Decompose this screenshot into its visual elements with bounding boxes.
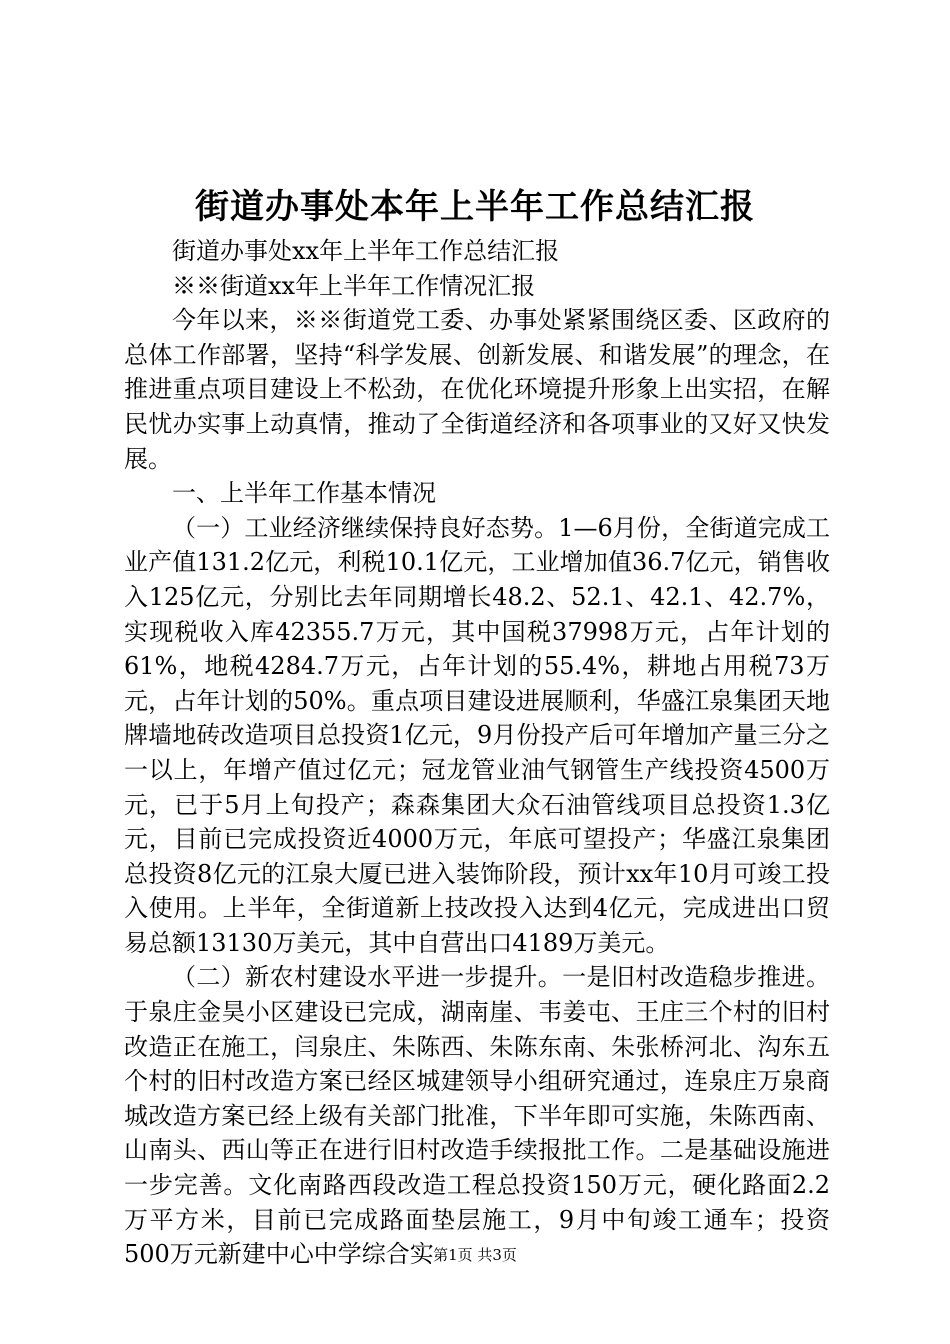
document-title: 街道办事处本年上半年工作总结汇报 bbox=[195, 187, 755, 227]
document-body bbox=[124, 234, 830, 1272]
paragraph-rural: （二）新农村建设水平进一步提升。一是旧村改造稳步推进。于泉庄金昊小区建设已完成，湖南崖、韦姜屯、王庄三个村的旧村改造正在施工，闫泉庄、朱陈西、朱陈东南、朱张桥河北、沟东五个村的旧村改造方案已经区城建领导小组研究通过，连泉庄万泉商城改造方案已经上级有关部门批准，下半年即可实施，朱陈西南、山南头、西山等正在进行旧村改造手续报批工作。二是基础设施进一步完善。文化南路西段改造工程总投资150万元，硬化路面2.2万平方米，目前已完成路面垫层施工，9月中旬竣工通车；投资500万元新建中心中学综合实 bbox=[124, 963, 830, 1269]
page-footer: 第1页 共3页 bbox=[433, 1246, 517, 1264]
section-heading-1: 一、上半年工作基本情况 bbox=[172, 479, 436, 508]
paragraph-industry: （一）工业经济继续保持良好态势。1—6月份，全街道完成工业产值131.2亿元，利税10.1亿元，工业增加值36.7亿元，销售收入125亿元，分别比去年同期增长48.2、52.1、42.1、42.7%，实现税收入库42355.7万元，其中国税37998万元，占年计划的61%，地税4284.7万元，占年计划的55.4%，耕地占用税73万元，占年计划的50%。重点项目建设进展顺利，华盛江泉集团天地牌墙地砖改造项目总投资1亿元，9月份投产后可年增加产量三分之一以上，年增产值过亿元；冠龙管业油气钢管生产线投资4500万元，已于5月上旬投产；森森集团大众石油管线项目总投资1.3亿元，目前已完成投资近4000万元，年底可望投产；华盛江泉集团总投资8亿元的江泉大厦已进入装饰阶段，预计xx年10月可竣工投入使用。上半年，全街道新上技改投入达到4亿元，完成进出口贸易总额13130万美元，其中自营出口4189万美元。 bbox=[124, 513, 830, 957]
paragraph-intro: 今年以来，※※街道党工委、办事处紧紧围绕区委、区政府的总体工作部署，坚持“科学发展、创新发展、和谐发展”的理念，在推进重点项目建设上不松劲，在优化环境提升形象上出实招，在解民忧办实事上动真情，推动了全街道经济和各项事业的又好又快发展。 bbox=[124, 306, 830, 473]
subtitle-line-1: 街道办事处xx年上半年工作总结汇报 bbox=[172, 237, 560, 265]
subtitle-line-2: ※※街道xx年上半年工作情况汇报 bbox=[172, 271, 536, 300]
